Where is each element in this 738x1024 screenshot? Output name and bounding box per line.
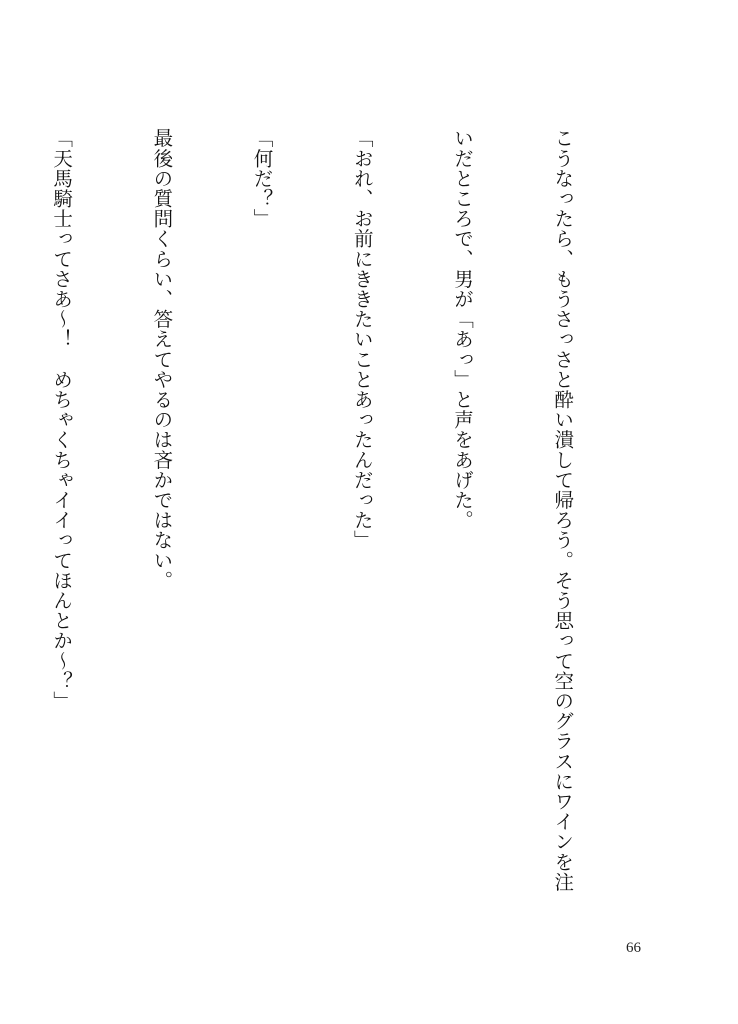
page-number: 66 <box>626 940 641 956</box>
text-line: 「おれ、お前にききたいことあったんだった」 <box>350 128 374 551</box>
text-line: 「天馬騎士ってさあ〜！ めちゃくちゃイイってほんとか〜？」 <box>50 128 74 711</box>
text-line: 最後の質問くらい、答えてやるのは吝かではない。 <box>150 128 174 591</box>
text-line: こうなったら、もうさっさと酔い潰して帰ろう。そう思って空のグラスにワインを注 <box>551 128 575 892</box>
vertical-text-body <box>0 128 646 928</box>
text-line: 「何だ？」 <box>250 128 274 229</box>
text-line: いだところで、男が「あっ」と声をあげた。 <box>450 128 474 530</box>
